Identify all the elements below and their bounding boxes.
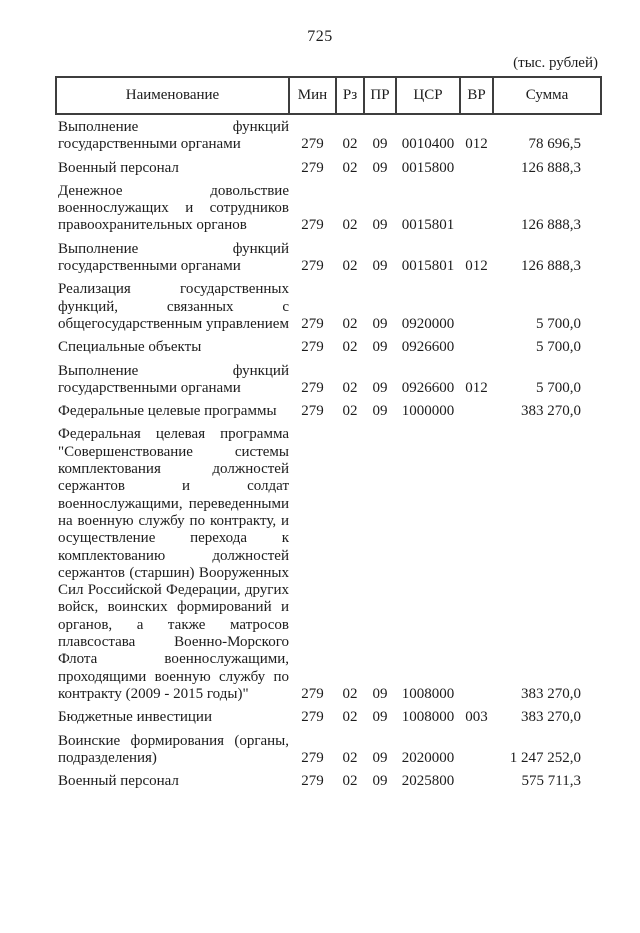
cell-csr: 0926600 xyxy=(401,339,455,356)
cell-rz: 02 xyxy=(342,685,358,702)
table-row xyxy=(56,275,601,333)
cell-sum: 383 270,0 xyxy=(521,685,581,702)
cell-sum: 126 888,3 xyxy=(521,258,581,275)
cell-rz: 02 xyxy=(342,749,358,766)
table-row xyxy=(56,114,601,154)
cell-csr: 0015801 xyxy=(401,217,455,234)
cell-sum: 5 700,0 xyxy=(536,339,581,356)
page-number: 725 xyxy=(307,28,333,45)
cell-pr: 09 xyxy=(372,709,388,726)
table-row xyxy=(56,333,601,356)
cell-vr: 012 xyxy=(465,379,488,396)
cell-min: 279 xyxy=(301,749,324,766)
cell-pr: 09 xyxy=(372,379,388,396)
cell-csr: 1008000 xyxy=(401,709,455,726)
cell-vr: 003 xyxy=(465,709,488,726)
cell-min: 279 xyxy=(301,136,324,153)
cell-rz: 02 xyxy=(342,773,358,790)
cell-rz: 02 xyxy=(342,315,358,332)
cell-csr: 0920000 xyxy=(401,315,455,332)
cell-name: Выполнение функций государственными органами xyxy=(58,362,289,396)
cell-rz: 02 xyxy=(342,258,358,275)
table-row xyxy=(56,357,601,398)
cell-min: 279 xyxy=(301,773,324,790)
cell-name: Выполнение функций государственными органами xyxy=(58,240,289,275)
cell-pr: 09 xyxy=(372,403,388,420)
cell-vr xyxy=(460,727,493,768)
cell-sum: 5 700,0 xyxy=(536,379,581,396)
column-header-name: Наименование xyxy=(56,77,289,114)
cell-min: 279 xyxy=(301,217,324,234)
cell-name: Воинские формирования (органы, подразделения) xyxy=(58,732,289,766)
cell-sum: 126 888,3 xyxy=(521,217,581,234)
cell-name: Выполнение функций государственными органами xyxy=(58,119,289,153)
column-header-min: Мин xyxy=(289,77,336,114)
cell-min: 279 xyxy=(301,159,324,176)
cell-min: 279 xyxy=(301,709,324,726)
cell-min: 279 xyxy=(301,403,324,420)
cell-pr: 09 xyxy=(372,749,388,766)
cell-name: Бюджетные инвестиции xyxy=(58,709,212,726)
cell-rz: 02 xyxy=(342,136,358,153)
cell-min: 279 xyxy=(301,379,324,396)
cell-name: Специальные объекты xyxy=(58,339,202,356)
table-row xyxy=(56,177,601,235)
cell-pr: 09 xyxy=(372,258,388,275)
column-header-pr: ПР xyxy=(364,77,396,114)
cell-vr xyxy=(460,333,493,356)
cell-sum: 126 888,3 xyxy=(521,159,581,176)
column-header-csr: ЦСР xyxy=(396,77,460,114)
cell-pr: 09 xyxy=(372,339,388,356)
cell-rz: 02 xyxy=(342,709,358,726)
cell-sum: 5 700,0 xyxy=(536,315,581,332)
cell-name: Денежное довольствие военнослужащих и сотрудников правоохранительных органов xyxy=(58,182,289,234)
table-body xyxy=(56,114,601,790)
cell-sum: 383 270,0 xyxy=(521,403,581,420)
cell-name: Реализация государственных функций, связанных с общегосударственным управлением xyxy=(58,281,289,332)
column-header-vr: ВР xyxy=(460,77,493,114)
cell-name: Федеральные целевые программы xyxy=(58,403,277,420)
table-row xyxy=(56,767,601,790)
cell-sum: 1 247 252,0 xyxy=(509,749,581,766)
scanned-budget-document-page xyxy=(0,28,640,933)
cell-vr xyxy=(460,767,493,790)
cell-vr xyxy=(460,154,493,177)
cell-vr: 012 xyxy=(465,136,488,153)
table-row xyxy=(56,154,601,177)
column-header-sum: Сумма xyxy=(493,77,601,114)
cell-sum: 78 696,5 xyxy=(528,136,581,153)
cell-name: Федеральная целевая программа "Совершенствование системы комплектования должностей сержантов и солдат военнослужащими, переведенными на военную службу по контракту, и осуществление перехода к комплектованию должностей сержантов (старшин) Вооруженных Сил Российской Федерации, других войск, воинских формирований и органов, а также матросов плавсостава Военно-Морского Флота военнослужащими, проходящими военную службу по контракту (2009 - 2015 годы)" xyxy=(58,426,289,702)
budget-table xyxy=(55,76,602,790)
cell-pr: 09 xyxy=(372,136,388,153)
cell-name: Военный персонал xyxy=(58,159,179,176)
cell-csr: 0010400 xyxy=(401,136,455,153)
cell-sum: 383 270,0 xyxy=(521,709,581,726)
cell-csr: 2020000 xyxy=(401,749,455,766)
cell-min: 279 xyxy=(301,339,324,356)
column-header-rz: Рз xyxy=(336,77,364,114)
table-row xyxy=(56,703,601,726)
cell-csr: 0926600 xyxy=(401,379,455,396)
table-header-row xyxy=(56,77,601,114)
cell-vr xyxy=(460,397,493,420)
cell-sum: 575 711,3 xyxy=(521,773,581,790)
cell-min: 279 xyxy=(301,315,324,332)
table-row xyxy=(56,235,601,276)
cell-rz: 02 xyxy=(342,403,358,420)
cell-csr: 1000000 xyxy=(401,403,455,420)
table-row xyxy=(56,420,601,703)
cell-csr: 0015801 xyxy=(401,258,455,275)
cell-vr xyxy=(460,275,493,333)
cell-rz: 02 xyxy=(342,217,358,234)
cell-pr: 09 xyxy=(372,773,388,790)
cell-csr: 0015800 xyxy=(401,159,455,176)
cell-min: 279 xyxy=(301,685,324,702)
cell-name: Военный персонал xyxy=(58,773,179,790)
cell-pr: 09 xyxy=(372,217,388,234)
cell-pr: 09 xyxy=(372,685,388,702)
cell-pr: 09 xyxy=(372,315,388,332)
cell-vr xyxy=(460,177,493,235)
units-note: (тыс. рублей) xyxy=(513,55,598,71)
table-row xyxy=(56,727,601,768)
cell-csr: 2025800 xyxy=(401,773,455,790)
cell-csr: 1008000 xyxy=(401,685,455,702)
cell-vr xyxy=(460,420,493,703)
cell-rz: 02 xyxy=(342,159,358,176)
table-row xyxy=(56,397,601,420)
cell-min: 279 xyxy=(301,258,324,275)
cell-rz: 02 xyxy=(342,339,358,356)
cell-pr: 09 xyxy=(372,159,388,176)
cell-rz: 02 xyxy=(342,379,358,396)
cell-vr: 012 xyxy=(465,258,488,275)
